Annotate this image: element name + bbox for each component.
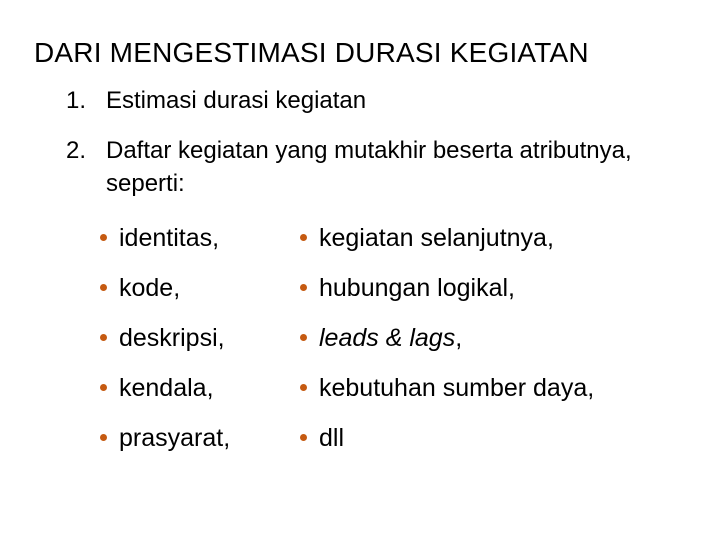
item-text: Estimasi durasi kegiatan [106, 87, 367, 114]
bullet-text: kegiatan selanjutnya, [319, 224, 554, 252]
bullet-text: hubungan logikal, [319, 274, 515, 302]
bullet-dot-icon [100, 334, 107, 341]
slide-title: DARI MENGESTIMASI DURASI KEGIATAN [34, 37, 589, 68]
bullet-dot-icon [100, 384, 107, 391]
bullet-dot-icon [100, 434, 107, 441]
bullet-dot-icon [300, 284, 307, 291]
bullet-text: kebutuhan sumber daya, [319, 374, 595, 402]
bullet-dot-icon [300, 234, 307, 241]
item-number: 1. [66, 87, 87, 114]
item-number: 2. [66, 137, 87, 164]
bullet-text-suffix: , [455, 324, 463, 352]
bullet-dot-icon [300, 334, 307, 341]
bullet-text [319, 320, 462, 356]
item-text: Daftar kegiatan yang mutakhir beserta atributnya, seperti: [106, 137, 632, 197]
bullet-text: prasyarat, [119, 424, 231, 452]
bullet-dot-icon [100, 284, 107, 291]
bullet-text: identitas, [119, 224, 220, 252]
bullet-text: deskripsi, [119, 324, 225, 352]
bullet-text-italic: leads & lags [319, 324, 456, 352]
bullet-text: dll [319, 424, 345, 452]
bullet-text: kode, [119, 274, 181, 302]
bullet-dot-icon [300, 434, 307, 441]
bullet-text: kendala, [119, 374, 214, 402]
bullet-dot-icon [100, 234, 107, 241]
bullet-dot-icon [300, 384, 307, 391]
